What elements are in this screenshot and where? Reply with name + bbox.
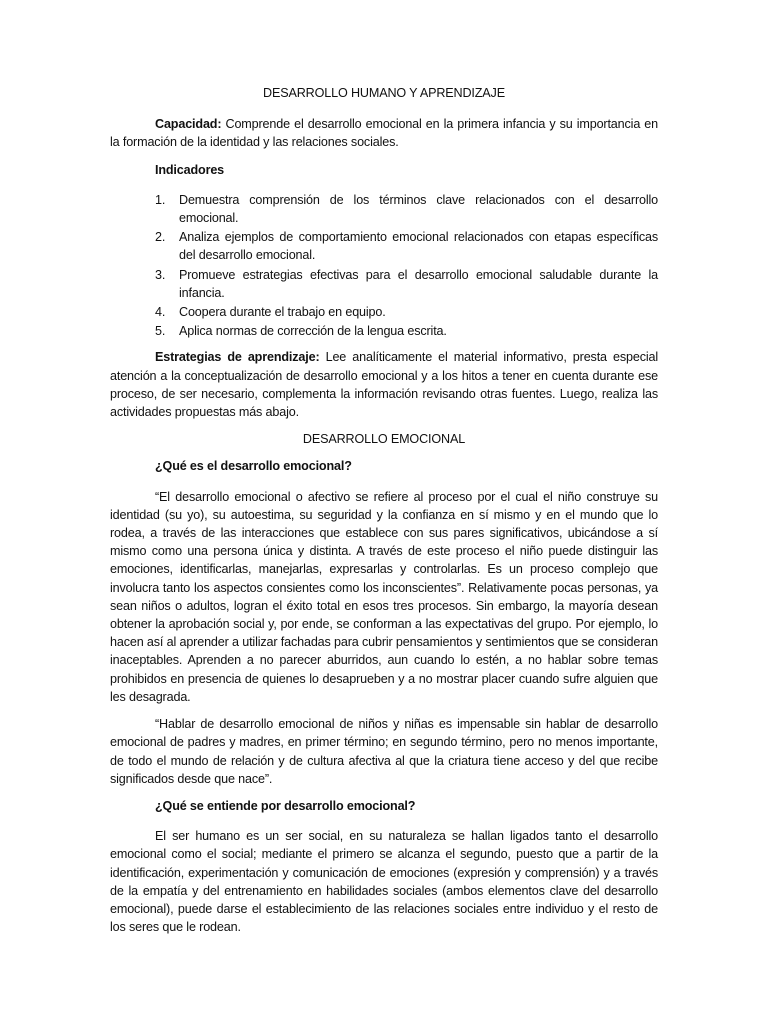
body-paragraph-2: “Hablar de desarrollo emocional de niños y niñas es impensable sin hablar de desarrollo emocional de padres y madres, en primer término; en segundo término, pero no menos importante, de todo el mundo de relación y de cultura afectiva al que la criatura tiene acceso y del que recibe significados desde que nace”.: [110, 717, 658, 786]
indicador-number: 3.: [155, 267, 166, 282]
indicador-text: Analiza ejemplos de comportamiento emocional relacionados con etapas específicas del desarrollo emocional.: [179, 230, 658, 263]
indicador-number: 4.: [155, 305, 166, 320]
body-paragraph-1: “El desarrollo emocional o afectivo se refiere al proceso por el cual el niño construye su identidad (su yo), su autoestima, su seguridad y la confianza en sí mismo y en el mundo que lo rodea, a través de las interacciones que establece con sus pares significativos, ubicándose a sí mismo como una persona única y distinta. A través de este proceso el niño puede distinguir las emociones, identificarlas, manejarlas, expresarlas y controlarlas. Es un proceso complejo que involucra tanto los aspectos consientes como los inconscientes”. Relativamente pocas personas, ya sean niños o adultos, logran el éxito total en esos tres procesos. Sin embargo, la mayoría desean obtener la aprobación social y, por ende, se conforman a las expectativas del grupo. Por ejemplo, lo hacen así al aprender a utilizar fachadas para cubrir pensamientos y sentimientos que se consideran inaceptables. Aprenden a no parecer aburridos, aun cuando lo estén, a no hablar sobre temas prohibidos en presencia de quienes lo desaprueben y a no mostrar placer cuando sufre alguien que les desagrada.: [110, 489, 658, 704]
indicador-item: [110, 322, 658, 340]
indicadores-heading: Indicadores: [155, 162, 225, 177]
indicador-item: [110, 266, 658, 302]
capacidad-text: Comprende el desarrollo emocional en la primera infancia y su importancia en la formación de la identidad y las relaciones sociales.: [110, 117, 658, 150]
document-page: [110, 84, 658, 945]
document-title: DESARROLLO HUMANO Y APRENDIZAJE: [263, 86, 505, 100]
indicador-text: Demuestra comprensión de los términos clave relacionados con el desarrollo emocional.: [179, 192, 658, 226]
indicador-item: [110, 303, 658, 321]
capacidad-paragraph: [110, 115, 658, 151]
indicador-number: 2.: [155, 230, 166, 245]
estrategias-label: Estrategias de aprendizaje:: [155, 350, 320, 365]
indicador-item: [110, 191, 658, 227]
section-title: DESARROLLO EMOCIONAL: [302, 432, 466, 447]
question-heading-2: ¿Qué se entiende por desarrollo emocional?: [155, 798, 416, 813]
body-paragraph-3: El ser humano es un ser social, en su naturaleza se hallan ligados tanto el desarrollo emocional como el social; mediante el primero se alcanza el segundo, puesto que a partir de la identificación, experimentación y comunicación de emociones (expresión y comprensión) y a través de la empatía y del entrenamiento en habilidades sociales (ambos elementos clave del desarrollo emocional), puede darse el establecimiento de las relaciones sociales entre individuo y el resto de los seres que le rodean.: [110, 829, 658, 935]
indicador-text: Aplica normas de corrección de la lengua escrita.: [179, 324, 447, 339]
capacidad-label: Capacidad:: [155, 117, 222, 132]
indicador-number: 1.: [155, 192, 166, 207]
question-heading-1: ¿Qué es el desarrollo emocional?: [155, 459, 352, 474]
indicador-number: 5.: [155, 324, 166, 339]
indicadores-list: [110, 191, 658, 341]
estrategias-paragraph: [110, 348, 658, 421]
indicador-item: [110, 228, 658, 264]
estrategias-text: Lee analíticamente el material informativo, presta especial atención a la conceptualización de desarrollo emocional y a los hitos a tener en cuenta durante ese proceso, de ser necesario, complementa la información revisando otras fuentes. Luego, realiza las actividades propuestas más abajo.: [110, 350, 658, 420]
indicador-text: Promueve estrategias efectivas para el desarrollo emocional saludable durante la infancia.: [179, 267, 658, 300]
indicador-text: Coopera durante el trabajo en equipo.: [179, 305, 386, 320]
